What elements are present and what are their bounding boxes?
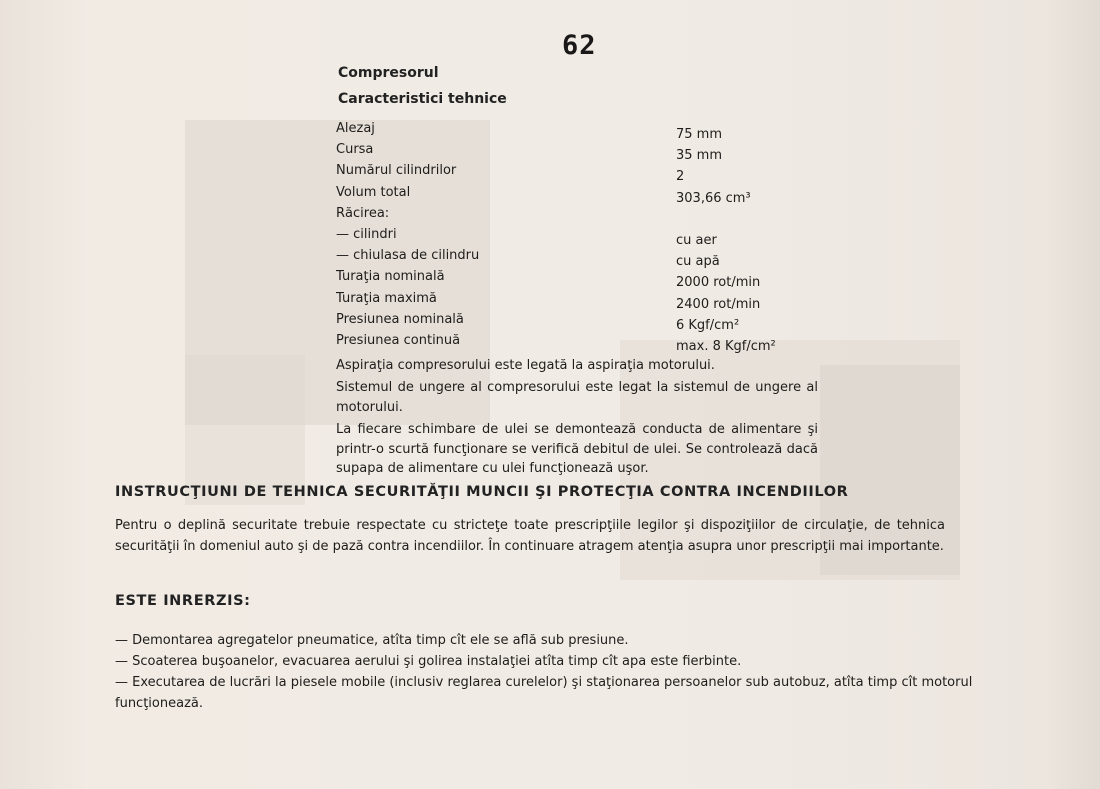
prohibition-list (115, 630, 995, 714)
spec-label: Presiunea nominală (336, 311, 464, 327)
spec-row (336, 163, 816, 184)
paragraph: Sistemul de ungere al compresorului este legat la sistemul de ungere al motorului. (336, 380, 818, 415)
specs-title: Caracteristici tehnice (338, 91, 507, 107)
spec-label: Volum total (336, 184, 411, 200)
spec-label: Numărul cilindrilor (336, 163, 457, 179)
component-title: Compresorul (338, 65, 439, 81)
spec-row (336, 227, 816, 248)
spec-label: Alezaj (336, 121, 375, 136)
spec-value: cu aer (676, 232, 717, 248)
intro-paragraph: Pentru o deplină securitate trebuie respectate cu stricteţe toate prescripţiile legilor şi dispoziţiilor de circulaţie, de tehnica securităţii în domeniul auto şi de pază contra incendiilor. În continuare atragem atenţia asupra unor prescripţii mai importante. (115, 518, 945, 554)
spec-label: — cilindri (336, 226, 397, 242)
spec-row (336, 248, 816, 269)
spec-label: Turaţia maximă (336, 290, 437, 306)
spec-table (336, 121, 816, 354)
spec-value: 6 Kgf/cm² (676, 317, 740, 333)
spec-row (336, 206, 816, 227)
spec-row (336, 333, 816, 354)
spec-value: 2400 rot/min (676, 296, 761, 312)
spec-label: Presiunea continuă (336, 332, 461, 348)
spec-value: max. 8 Kgf/cm² (676, 338, 776, 354)
spec-row (336, 291, 816, 312)
spec-row (336, 121, 816, 142)
forbidden-heading: ESTE INRERZIS: (115, 593, 251, 609)
spec-label: — chiulasa de cilindru (336, 248, 480, 264)
list-item: — Demontarea agregatelor pneumatice, atîta timp cît ele se află sub presiune. (115, 633, 629, 648)
spec-label: Răcirea: (336, 205, 390, 221)
spec-row (336, 185, 816, 206)
spec-value: 35 mm (676, 148, 723, 164)
spec-label: Turaţia nominală (336, 269, 445, 285)
list-item: — Scoaterea buşoanelor, evacuarea aerului şi golirea instalaţiei atîta timp cît apa este fierbinte. (115, 654, 742, 669)
bleed-through-image (185, 355, 305, 505)
spec-value: cu apă (676, 254, 720, 270)
spec-row (336, 312, 816, 333)
paragraph: La fiecare schimbare de ulei se demontează conducta de alimentare şi printr-o scurtă funcţionare se verifică debitul de ulei. Se controlează dacă supapa de alimentare cu ulei funcţionează uşor. (336, 422, 818, 476)
list-item: — Executarea de lucrări la piesele mobile (inclusiv reglarea curelelor) şi staţionarea persoanelor sub autobuz, atîta timp cît motorul funcţionează. (115, 675, 973, 711)
spec-row (336, 269, 816, 290)
spec-value: 75 mm (676, 127, 723, 142)
section-heading: INSTRUCŢIUNI DE TEHNICA SECURITĂŢII MUNCII ŞI PROTECŢIA CONTRA INCENDIILOR (115, 484, 849, 500)
page-number: 62 (562, 30, 597, 61)
spec-value: 2000 rot/min (676, 275, 761, 291)
spec-label: Cursa (336, 142, 374, 158)
spec-value: 2 (676, 169, 685, 185)
paragraph: Aspiraţia compresorului este legată la aspiraţia motorului. (336, 358, 715, 373)
spec-value: 303,66 cm³ (676, 190, 751, 206)
spec-row (336, 142, 816, 163)
